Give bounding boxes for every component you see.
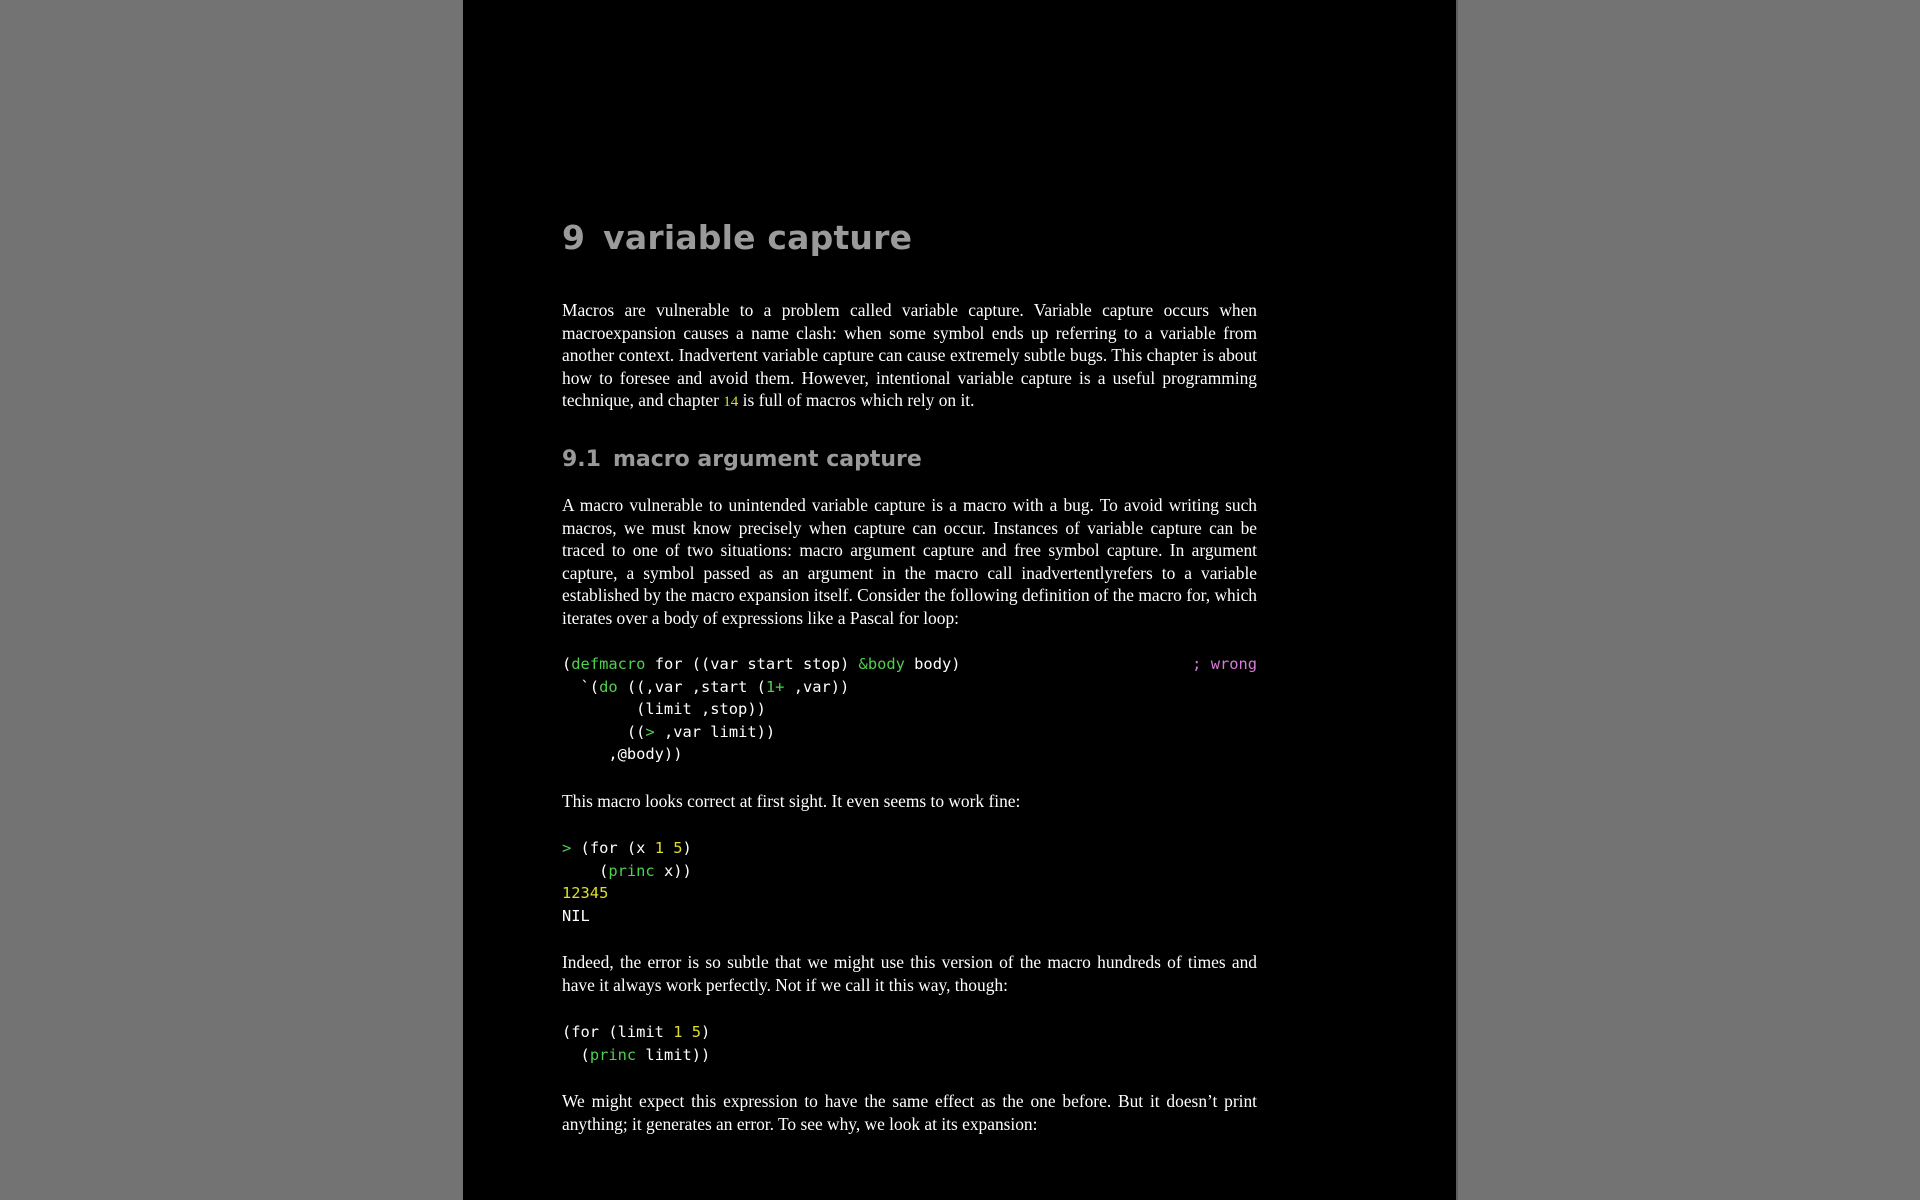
section-number: 9.1 [562,447,601,472]
section-title [562,447,922,472]
code-comment: ; wrong [1192,655,1258,673]
paragraph-1: A macro vulnerable to unintended variable capture is a macro with a bug. To avoid writing such macros, we must know precisely when capture can occur. Instances of variable capture can be traced to one of two situations: macro argument capture and free symbol capture. In argument capture, a symbol passed as an argument in the macro call inadvertentlyrefers to a variable established by the macro expansion itself. Consider the following definition of the macro for, which iterates over a body of expressions like a Pascal for loop: [562,495,1257,628]
repl-output: 12345 [562,884,609,903]
repl-prompt: > [562,839,572,857]
code-block-defmacro: (defmacro for ((var start stop) &body body) ; wrong `(do ((,var ,start (1+ ,var)) (limit ,stop)) ((> ,var limit)) ,@body)) [562,655,1258,764]
chapter-number: 9 [562,218,586,257]
chapter-title-text: variable capture [603,218,913,257]
chapter-title [562,218,912,257]
intro-paragraph [562,299,1257,414]
code-block-repl: > (for (x 1 5) (princ x)) 12345 NIL [562,839,692,925]
paragraph-3: Indeed, the error is so subtle that we might use this version of the macro hundreds of times and have it always work perfectly. Not if we call it this way, though: [562,952,1257,995]
code-block-for-limit: (for (limit 1 5) (princ limit)) [562,1023,711,1064]
intro-text: Macros are vulnerable to a problem called variable capture. Variable capture occurs when macroexpansion causes a name clash: when some symbol ends up referring to a variable from another context. Inadvertent variable capture can cause extremely subtle bugs. This chapter is about how to foresee and avoid them. However, intentional variable capture is a useful programming technique, and chapter [562,300,1257,411]
section-title-text: macro argument capture [612,447,922,472]
chapter-ref-link[interactable]: 14 [723,394,739,411]
document-page [463,0,1456,1200]
paragraph-4: We might expect this expression to have the same effect as the one before. But it doesn’t print anything; it generates an error. To see why, we look at its expansion: [562,1091,1257,1134]
intro-text-end: is full of macros which rely on it. [738,390,975,411]
page-edge-shadow [1456,0,1458,1200]
repl-result: NIL [562,906,590,925]
paragraph-2: This macro looks correct at first sight. It even seems to work fine: [562,791,1021,811]
